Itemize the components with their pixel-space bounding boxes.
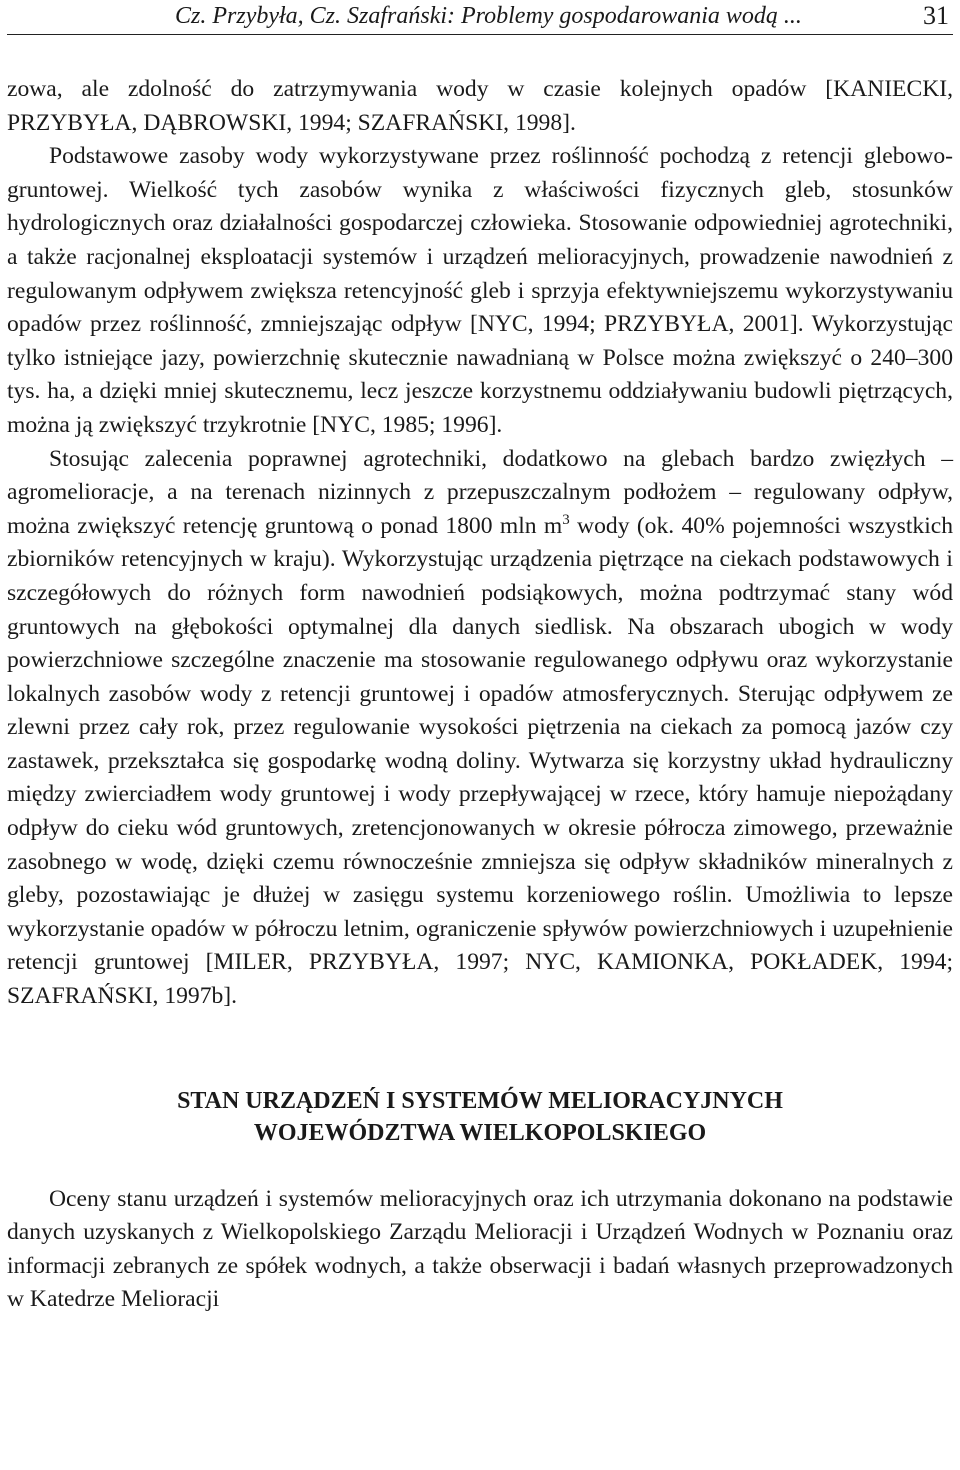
paragraph-1: zowa, ale zdolność do zatrzymywania wody w czasie kolejnych opadów [KANIECKI, PRZYBYŁA, DĄBROWSKI, 1994; SZAFRAŃSKI, 1998]. — [7, 76, 953, 136]
paragraph-4: Oceny stanu urządzeń i systemów melioracyjnych oraz ich utrzymania dokonano na podstawie danych uzyskanych z Wielkopolskiego Zarządu Melioracji i Urządzeń Wodnych w Poznaniu oraz informacji zebranych ze spółek wodnych, a także obserwacji i badań własnych przeprowadzonych w Katedrze Melioracji — [7, 1185, 953, 1313]
paragraph-3-part-1: Stosując zalecenia poprawnej agrotechniki, dodatkowo na glebach bardzo zwięzłych – agromelioracje, a na terenach nizinnych z przepuszczalnym podłożem – regulowany odpływ, można zwiększyć retencję gruntową o ponad 1800 mln m — [7, 445, 953, 539]
running-header — [7, 0, 953, 35]
section-body — [7, 1183, 953, 1317]
body-text — [7, 73, 953, 1014]
section-heading-line-2: WOJEWÓDZTWA WIELKOPOLSKIEGO — [253, 1119, 707, 1146]
running-title: Cz. Przybyła, Cz. Szafrański: Problemy gospodarowania wodą ... — [175, 3, 802, 29]
superscript-3: 3 — [562, 511, 570, 528]
section-heading-line-1: STAN URZĄDZEŃ I SYSTEMÓW MELIORACYJNYCH — [177, 1087, 783, 1114]
section-heading — [7, 1085, 953, 1149]
page-number: 31 — [923, 1, 949, 30]
paragraph-3-part-2: wody (ok. 40% pojemności wszystkich zbiorników retencyjnych w kraju). Wykorzystując urządzenia piętrzące na ciekach podstawowych i szczegółowych do różnych form nawodnień podsiąkowych, można podtrzymać stany wód gruntowych na głębokości optymalnej dla danych siedlisk. Na obszarach ubogich w wody powierzchniowe szczególne znaczenie ma stosowanie regulowanego odpływu oraz wykorzystanie lokalnych zasobów wody z retencji gruntowej i opadów atmosferycznych. Sterując odpływem ze zlewni przez cały rok, przez regulowanie wysokości piętrzenia na ciekach za pomocą jazów czy zastawek, przekształca się gospodarkę wodną doliny. Wytwarza się korzystny układ hydrauliczny między zwierciadłem wody gruntowej i wody przepływającej w rzece, który hamuje niepożądany odpływ do cieku wód gruntowych, zretencjonowanych w okresie półrocza zimowego, przeważnie zasobnego w wodę, dzięki czemu równocześnie zmniejsza się odpływ składników mineralnych z gleby, pozostawiając je dłużej w zasięgu systemu korzeniowego roślin. Umożliwia to lepsze wykorzystanie opadów w półroczu letnim, ograniczenie spływów powierzchniowych i uzupełnienie retencji gruntowej [MILER, PRZYBYŁA, 1997; NYC, KAMIONKA, POKŁADEK, 1994; SZAFRAŃSKI, 1997b]. — [7, 512, 954, 1010]
paragraph-2: Podstawowe zasoby wody wykorzystywane przez roślinność pochodzą z retencji glebowo-gruntowej. Wielkość tych zasobów wynika z właściwości fizycznych gleb, stosunków hydrologicznych oraz działalności gospodarczej człowieka. Stosowanie odpowiedniej agrotechniki, a także racjonalnej eksploatacji systemów i urządzeń melioracyjnych, prowadzenie nawodnień z regulowanym odpływem zwiększa retencyjność gleb i sprzyja efektywniejszemu wykorzystywaniu opadów przez roślinność, zmniejszając odpływ [NYC, 1994; PRZYBYŁA, 2001]. Wykorzystując tylko istniejące jazy, powierzchnię skutecznie nawadnianą w Polsce można zwiększyć o 240–300 tys. ha, a dzięki mniej skutecznemu, lecz jeszcze korzystnemu oddziaływaniu budowli piętrzących, można ją zwiększyć trzykrotnie [NYC, 1985; 1996]. — [7, 143, 953, 438]
document-page — [7, 0, 953, 1317]
paragraph-3 — [7, 443, 953, 1014]
